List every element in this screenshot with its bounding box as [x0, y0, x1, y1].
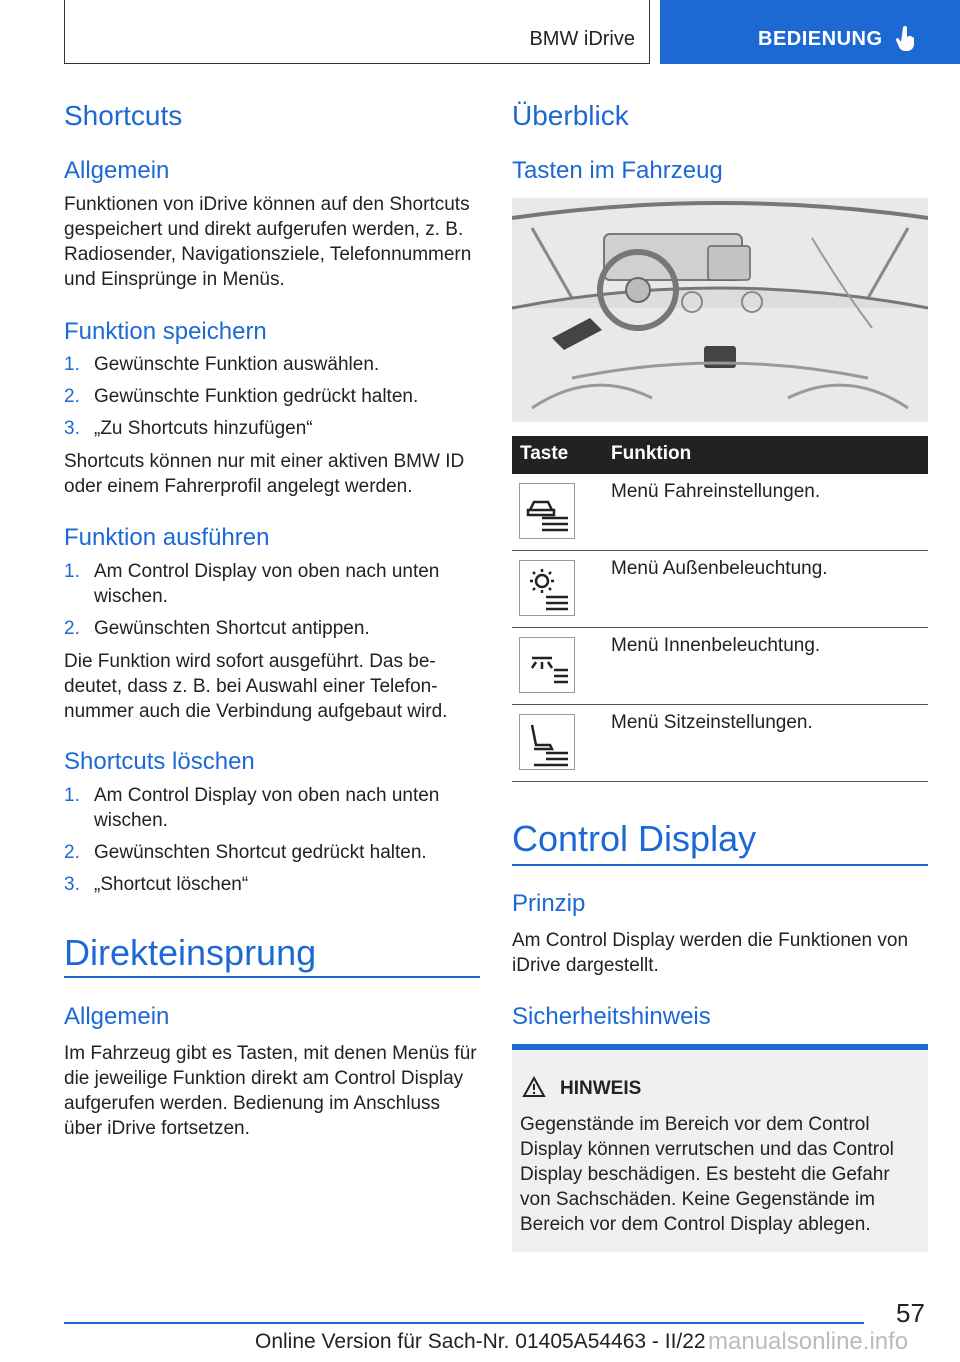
list-item: 2. Gewünschten Shortcut gedrückt halten. — [64, 842, 427, 863]
subsection-title-loeschen: Shortcuts löschen — [64, 748, 255, 775]
exterior-light-icon — [519, 560, 575, 616]
table-row — [512, 628, 928, 705]
table-cell: Menü Fahreinstellungen. — [611, 481, 821, 502]
warning-note-box — [512, 1044, 928, 1252]
chapter-title-control-display: Control Display — [512, 818, 757, 859]
table-row — [512, 474, 928, 551]
subsection-title-ausfuehren: Funktion ausführen — [64, 524, 270, 551]
table-cell: Menü Außenbeleuchtung. — [611, 558, 828, 579]
subsection-title-prinzip: Prinzip — [512, 890, 586, 917]
subsection-title-allgemein: Allgemein — [64, 157, 170, 184]
hand-pointer-icon — [896, 26, 918, 52]
chapter-title-direkteinsprung: Direkteinsprung — [64, 932, 317, 973]
list-item: 1. Gewünschte Funktion auswählen. — [64, 354, 380, 375]
allgemein-paragraph: Funktionen von iDrive können auf den Shortcuts gespeichert und direkt aufgerufen werden, z. B. Radiosender, Navigationsziele, Telefonnummern und Einsprünge in Menüs. — [64, 194, 472, 290]
table-row — [512, 551, 928, 628]
chapter-rule — [64, 976, 480, 978]
subsection-title-speichern: Funktion speichern — [64, 318, 267, 345]
direkt-paragraph: Im Fahrzeug gibt es Tasten, mit denen Menüs für die jeweilige Funktion direkt am Control Display aufgerufen werden. Bedienung im Anschluss über iDrive fortsetzen. — [64, 1043, 477, 1139]
subsection-title-allgemein-2: Allgemein — [64, 1003, 170, 1030]
list-item: 3. „Shortcut löschen“ — [64, 874, 249, 895]
header-left-tab — [64, 0, 650, 64]
ausfuehren-note: Die Funktion wird sofort ausgeführt. Das bedeutet, dass z. B. bei Auswahl einer Telefonnummer auch die Verbindung aufgebaut wird. — [64, 651, 448, 722]
interior-light-icon — [519, 637, 575, 693]
table-header-funktion: Funktion — [611, 443, 692, 464]
table-cell: Menü Sitzeinstellungen. — [611, 712, 813, 733]
list-item: 2. Gewünschten Shortcut antippen. — [64, 618, 370, 639]
note-body: Gegenstände im Bereich vor dem Control Display können verrutschen und das Control Display beschädigen. Es besteht die Gefahr von Sachschäden. Keine Gegenstände im Bereich vor dem Control Display ablegen. — [520, 1114, 894, 1235]
list-item: 3. „Zu Shortcuts hinzufügen“ — [64, 418, 313, 439]
subsection-title-tasten: Tasten im Fahrzeug — [512, 157, 723, 184]
list-item: 2. Gewünschte Funktion gedrückt halten. — [64, 386, 419, 407]
cockpit-illustration — [512, 198, 928, 422]
speichern-note: Shortcuts können nur mit einer aktiven BMW ID oder einem Fahrerprofil angelegt werden. — [64, 451, 465, 497]
header-left-label: BMW iDrive — [529, 28, 635, 50]
footer-text: Online Version für Sach-Nr. 01405A54463 - II/22 — [255, 1330, 706, 1353]
table-header-taste: Taste — [520, 443, 569, 464]
list-item: 1. Am Control Display von oben nach unten wischen. — [64, 785, 440, 831]
chapter-rule — [512, 864, 928, 866]
cockpit-drawing — [512, 198, 928, 422]
watermark: manualsonline.info — [708, 1328, 909, 1355]
section-title-shortcuts: Shortcuts — [64, 100, 183, 131]
prinzip-paragraph: Am Control Display werden die Funktionen von iDrive dargestellt. — [512, 930, 909, 976]
keys-table — [512, 436, 928, 782]
subsection-title-sicherheit: Sicherheitshinweis — [512, 1003, 711, 1030]
table-row — [512, 705, 928, 782]
header-right-label: BEDIENUNG — [758, 28, 883, 50]
footer-rule — [64, 1322, 864, 1324]
driving-settings-icon — [519, 483, 575, 539]
seat-settings-icon — [519, 714, 575, 770]
table-cell: Menü Innenbeleuchtung. — [611, 635, 821, 656]
note-title: HINWEIS — [560, 1078, 642, 1099]
section-title-ueberblick: Überblick — [512, 100, 629, 131]
table-header — [512, 436, 928, 474]
warning-icon — [522, 1076, 546, 1098]
list-item: 1. Am Control Display von oben nach unten wischen. — [64, 561, 440, 607]
header-right-tab — [660, 0, 960, 64]
page-number: 57 — [896, 1298, 925, 1328]
